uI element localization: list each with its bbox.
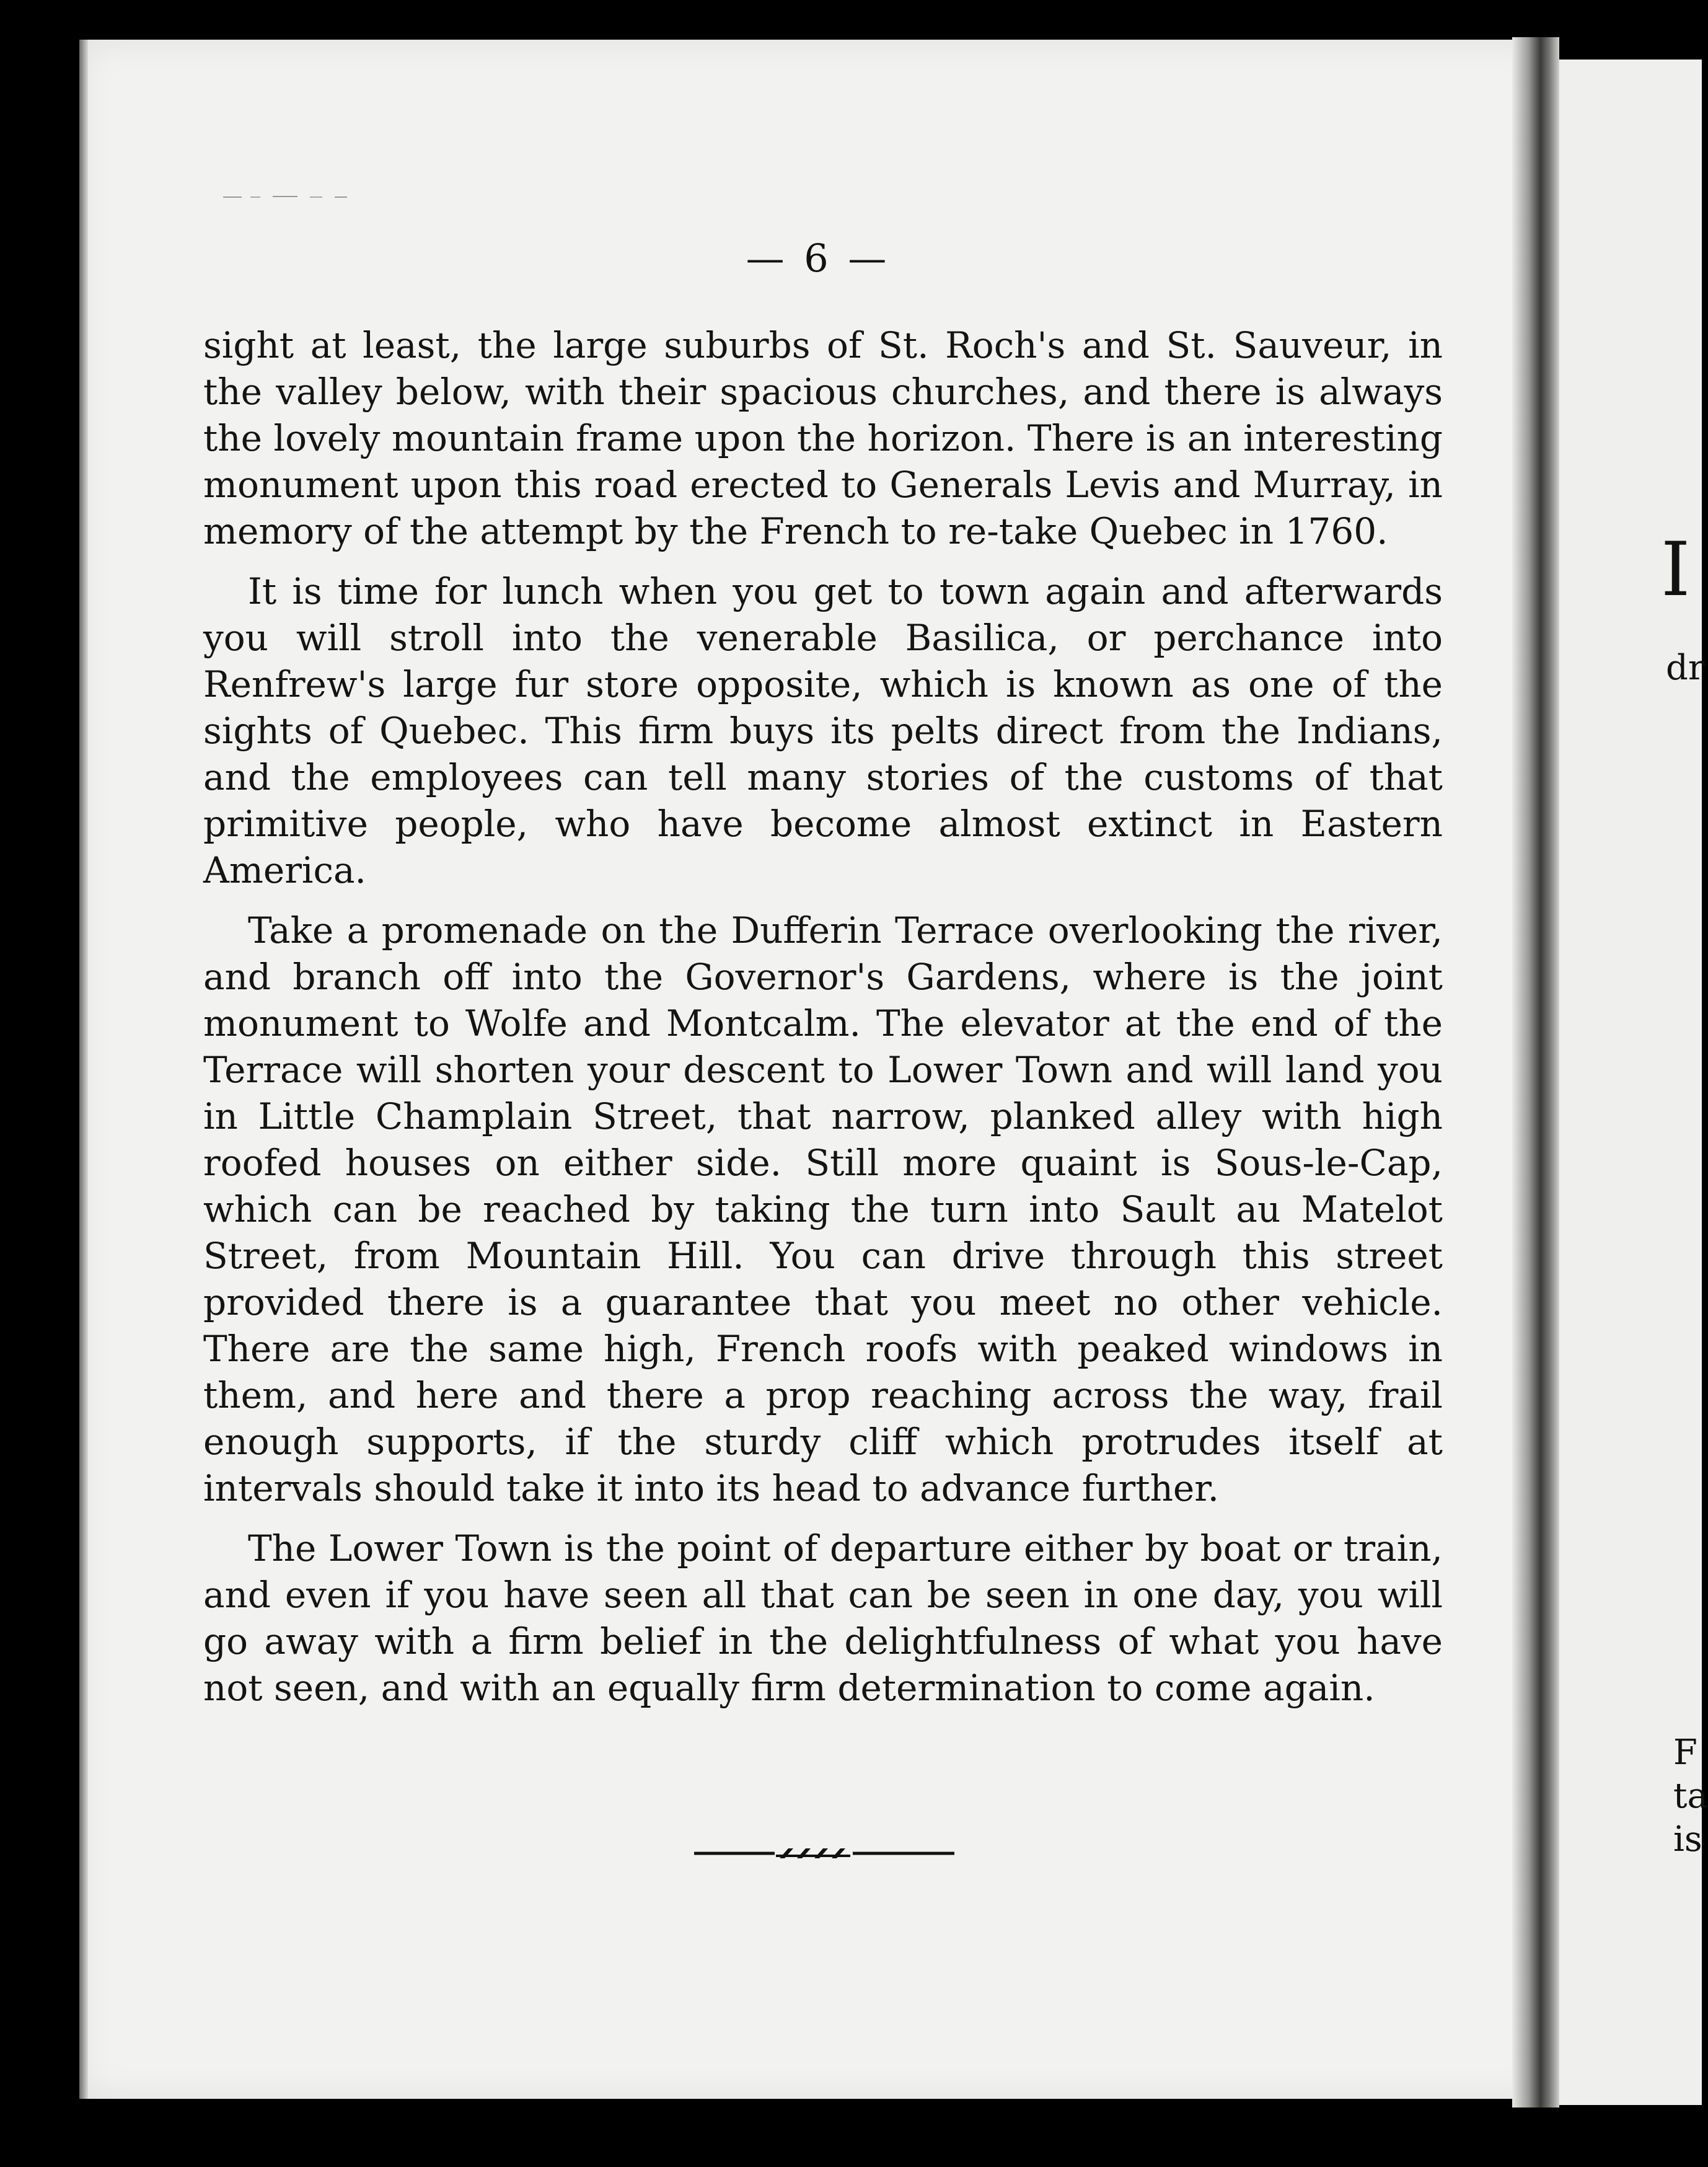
right-page-fragment-4: is (1673, 1819, 1702, 1860)
page-number-header: — 6 — (746, 236, 891, 281)
right-page-fragment-3: ta (1673, 1776, 1708, 1816)
body-text (203, 322, 1443, 1725)
right-page-fragment-large: I (1661, 527, 1691, 613)
ornament-rule-icon (694, 1840, 954, 1865)
paragraph-1: sight at least, the large suburbs of St. Roch's and St. Sauveur, in the valley below, with their spacious churches, and there is always the lovely mountain frame upon the horizon. There is an interesting monument upon this road erected to Generals Levis and Murray, in memory of the attempt by the French to re-take Quebec in 1760. (203, 324, 1443, 552)
paragraph-4: The Lower Town is the point of departure either by boat or train, and even if you have seen all that can be seen in one day, you will go away with a firm belief in the delightfulness of what you have not seen, and with an equally firm determination to come again. (203, 1527, 1443, 1709)
paragraph-2: It is time for lunch when you get to town again and afterwards you will stroll into the venerable Basilica, or perchance into Renfrew's large fur store opposite, which is known as one of the sights of Quebec. This firm buys its pelts direct from the Indians, and the employees can tell many stories of the customs of that primitive people, who have become almost extinct in Eastern America. (203, 570, 1443, 891)
end-ornament (694, 1840, 954, 1865)
stray-ink-marks (223, 193, 359, 201)
book-gutter (1512, 37, 1559, 2107)
right-page-fragment-1: dr (1666, 648, 1705, 688)
right-page-fragment-2: F (1673, 1732, 1697, 1773)
paragraph-3: Take a promenade on the Dufferin Terrace overlooking the river, and branch off into the Governor's Gardens, where is the joint monument to Wolfe and Montcalm. The elevator at the end of the Terrace will shorten your descent to Lower Town and will land you in Little Champlain Street, that narrow, planked alley with high roofed houses on either side. Still more quaint is Sous-le-Cap, which can be reached by taking the turn into Sault au Matelot Street, from Mountain Hill. You can drive through this street provided there is a guarantee that you meet no other vehicle. There are the same high, French roofs with peaked windows in them, and here and there a prop reaching across the way, frail enough supports, if the sturdy cliff which protrudes itself at intervals should take it into its head to advance further. (203, 909, 1443, 1509)
